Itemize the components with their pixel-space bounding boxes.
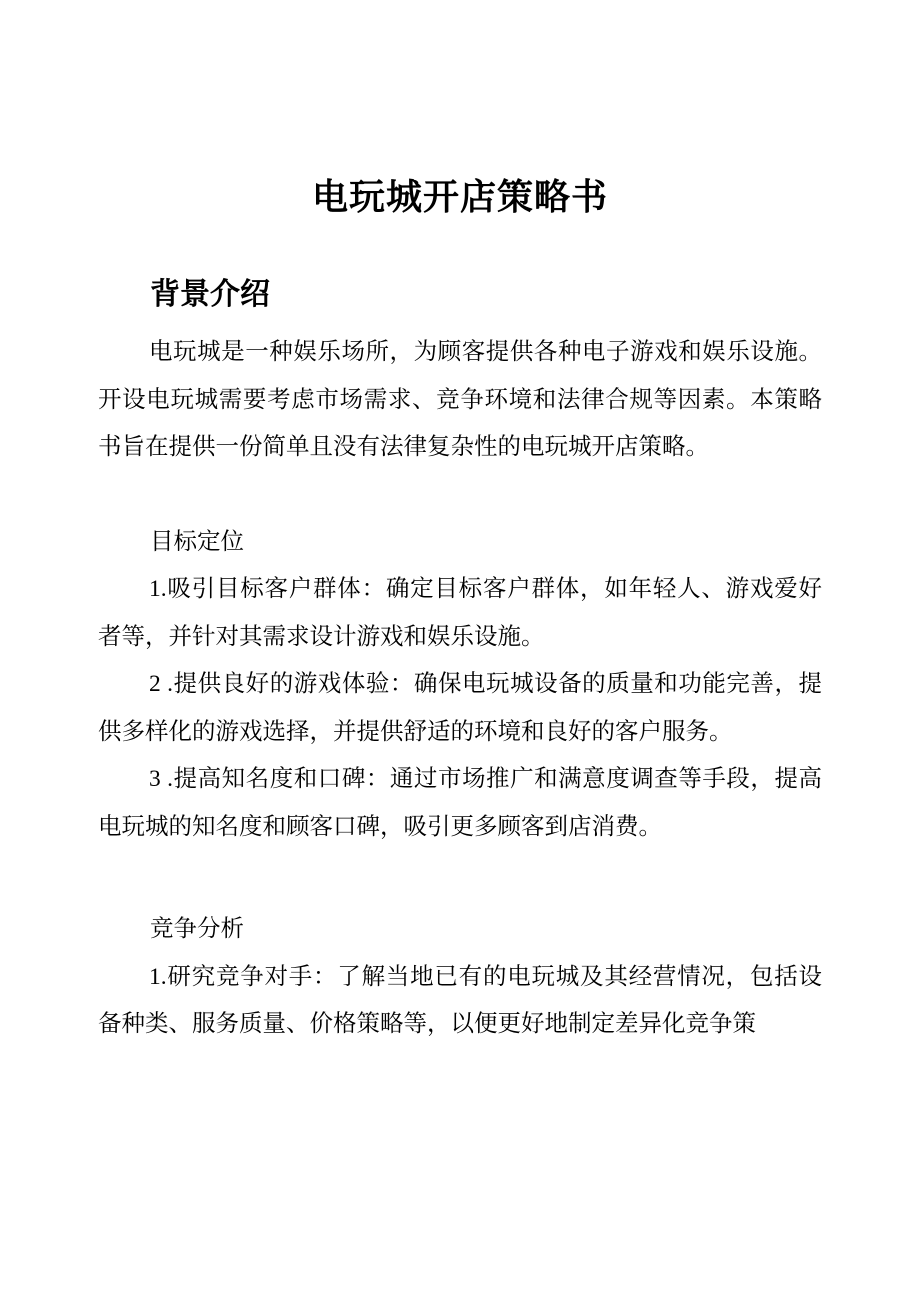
paragraph-goal-1: 1.吸引目标客户群体：确定目标客户群体，如年轻人、游戏爱好者等，并针对其需求设计游戏和娱乐设施。 [98,576,822,650]
section-heading-background: 背景介绍 [150,278,270,311]
subheading-competition: 竞争分析 [150,916,244,942]
paragraph-background-intro: 电玩城是一种娱乐场所，为顾客提供各种电子游戏和娱乐设施。开设电玩城需要考虑市场需求、竞争环境和法律合规等因素。本策略书旨在提供一份简单且没有法律复杂性的电玩城开店策略。 [98,339,822,460]
section-goals [98,519,822,852]
subheading-goals: 目标定位 [150,528,244,555]
paragraph-goal-3: 3 .提高知名度和口碑：通过市场推广和满意度调查等手段，提高电玩城的知名度和顾客口碑，吸引更多顾客到店消费。 [98,766,822,840]
paragraph-goal-2: 2 .提供良好的游戏体验：确保电玩城设备的质量和功能完善，提供多样化的游戏选择，并提供舒适的环境和良好的客户服务。 [98,671,822,745]
document-title: 电玩城开店策略书 [311,176,608,217]
paragraph-competition-1: 1.研究竞争对手：了解当地已有的电玩城及其经营情况，包括设备种类、服务质量、价格策略等，以便更好地制定差异化竞争策 [98,963,822,1037]
section-background [98,276,822,472]
section-competition [98,906,822,1049]
